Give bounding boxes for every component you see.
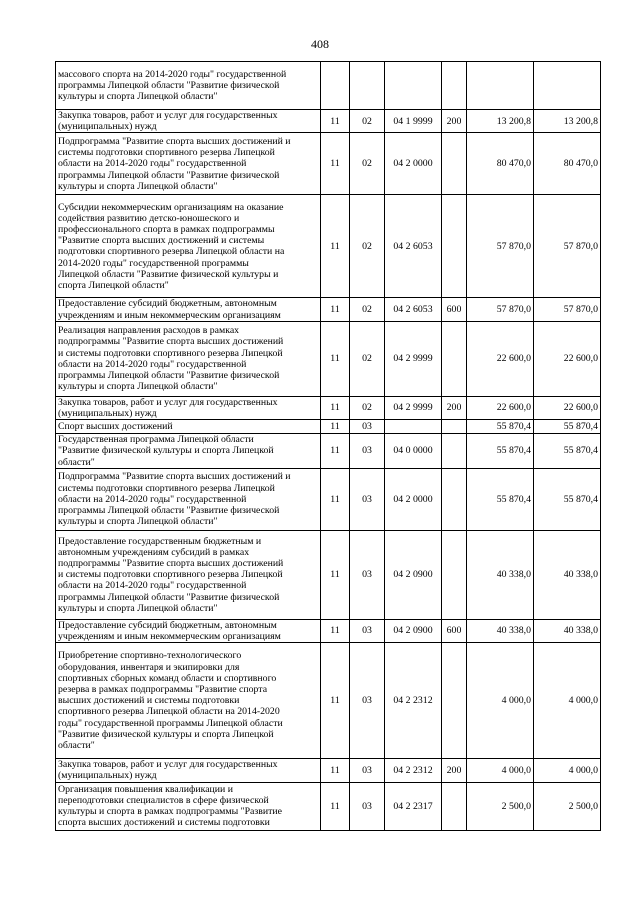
- table-row: [56, 420, 601, 434]
- subsection-code-cell: 03: [350, 434, 385, 469]
- table-row: [56, 434, 601, 469]
- expense-name-cell: Государственная программа Липецкой области "Развитие физической культуры и спорта Липецкой области": [56, 434, 321, 469]
- expense-type-cell: [442, 133, 467, 195]
- expense-name-cell: Предоставление субсидий бюджетным, автономным учреждениям и иным некоммерческим организациям: [56, 619, 321, 642]
- amount-cell: [467, 62, 534, 110]
- amount-cell: 13 200,8: [467, 110, 534, 133]
- subsection-code-cell: 02: [350, 396, 385, 419]
- target-article-cell: 04 2 0900: [385, 619, 442, 642]
- target-article-cell: 04 2 2312: [385, 759, 442, 782]
- expense-name-cell: Подпрограмма "Развитие спорта высших достижений и системы подготовки спортивного резерва Липецкой области на 2014-2020 годы" государственной программы Липецкой области "Развитие физической культуры и спорта Липецкой области": [56, 133, 321, 195]
- target-article-cell: 04 2 9999: [385, 396, 442, 419]
- amount-cell: 57 870,0: [467, 298, 534, 321]
- amount-cell: 22 600,0: [534, 321, 601, 396]
- expense-type-cell: [442, 195, 467, 298]
- expense-type-cell: 200: [442, 759, 467, 782]
- amount-cell: 55 870,4: [467, 434, 534, 469]
- table-row: [56, 133, 601, 195]
- target-article-cell: [385, 420, 442, 434]
- section-code-cell: 11: [321, 468, 350, 530]
- table-row: [56, 321, 601, 396]
- table-row: [56, 468, 601, 530]
- expense-type-cell: 200: [442, 110, 467, 133]
- expense-type-cell: [442, 782, 467, 830]
- amount-cell: 4 000,0: [534, 643, 601, 759]
- expense-name-cell: массового спорта на 2014-2020 годы" государственной программы Липецкой области "Развитие физической культуры и спорта Липецкой области": [56, 62, 321, 110]
- amount-cell: 2 500,0: [534, 782, 601, 830]
- amount-cell: 4 000,0: [534, 759, 601, 782]
- expense-type-cell: [442, 643, 467, 759]
- section-code-cell: 11: [321, 434, 350, 469]
- amount-cell: 80 470,0: [534, 133, 601, 195]
- amount-cell: 80 470,0: [467, 133, 534, 195]
- amount-cell: 55 870,4: [467, 420, 534, 434]
- table-row: [56, 619, 601, 642]
- amount-cell: 22 600,0: [534, 396, 601, 419]
- target-article-cell: 04 2 0000: [385, 468, 442, 530]
- expense-name-cell: Приобретение спортивно-технологического оборудования, инвентаря и экипировки для спортивных сборных команд области и спортивного резерва в рамках подпрограммы "Развитие спорта высших достижений и системы подготовки спортивного резерва Липецкой области на 2014-2020 годы" государственной программы Липецкой области "Развитие физической культуры и спорта Липецкой области": [56, 643, 321, 759]
- section-code-cell: 11: [321, 759, 350, 782]
- table-row: [56, 195, 601, 298]
- expense-type-cell: [442, 62, 467, 110]
- target-article-cell: 04 2 6053: [385, 298, 442, 321]
- section-code-cell: 11: [321, 420, 350, 434]
- expense-name-cell: Организация повышения квалификации и переподготовки специалистов в сфере физической культуры и спорта в рамках подпрограммы "Развитие спорта высших достижений и системы подготовки: [56, 782, 321, 830]
- section-code-cell: 11: [321, 619, 350, 642]
- table-row: [56, 110, 601, 133]
- amount-cell: [534, 62, 601, 110]
- section-code-cell: 11: [321, 643, 350, 759]
- expense-type-cell: [442, 420, 467, 434]
- expense-type-cell: [442, 321, 467, 396]
- subsection-code-cell: 02: [350, 133, 385, 195]
- target-article-cell: 04 2 2317: [385, 782, 442, 830]
- amount-cell: 55 870,4: [534, 468, 601, 530]
- amount-cell: 2 500,0: [467, 782, 534, 830]
- amount-cell: 40 338,0: [467, 619, 534, 642]
- subsection-code-cell: 03: [350, 619, 385, 642]
- subsection-code-cell: 02: [350, 110, 385, 133]
- target-article-cell: 04 0 0000: [385, 434, 442, 469]
- target-article-cell: 04 2 9999: [385, 321, 442, 396]
- amount-cell: 13 200,8: [534, 110, 601, 133]
- amount-cell: 55 870,4: [534, 434, 601, 469]
- amount-cell: 57 870,0: [534, 298, 601, 321]
- section-code-cell: [321, 62, 350, 110]
- amount-cell: 40 338,0: [534, 619, 601, 642]
- amount-cell: 40 338,0: [467, 530, 534, 619]
- subsection-code-cell: 03: [350, 759, 385, 782]
- amount-cell: 22 600,0: [467, 321, 534, 396]
- target-article-cell: 04 2 2312: [385, 643, 442, 759]
- expense-name-cell: Субсидии некоммерческим организациям на оказание содействия развитию детско-юношеского и профессионального спорта в рамках подпрограммы "Развитие спорта высших достижений и системы подготовки спортивного резерва Липецкой области на 2014-2020 годы" государственной программы Липецкой области "Развитие физической культуры и спорта Липецкой области": [56, 195, 321, 298]
- subsection-code-cell: 03: [350, 468, 385, 530]
- table-row: [56, 62, 601, 110]
- section-code-cell: 11: [321, 782, 350, 830]
- section-code-cell: 11: [321, 396, 350, 419]
- expense-type-cell: 600: [442, 298, 467, 321]
- table-row: [56, 530, 601, 619]
- amount-cell: 55 870,4: [467, 468, 534, 530]
- amount-cell: 40 338,0: [534, 530, 601, 619]
- table-row: [56, 298, 601, 321]
- expense-name-cell: Подпрограмма "Развитие спорта высших достижений и системы подготовки спортивного резерва Липецкой области на 2014-2020 годы" государственной программы Липецкой области "Развитие физической культуры и спорта Липецкой области": [56, 468, 321, 530]
- target-article-cell: 04 1 9999: [385, 110, 442, 133]
- amount-cell: 22 600,0: [467, 396, 534, 419]
- table-row: [56, 759, 601, 782]
- expense-name-cell: Реализация направления расходов в рамках подпрограммы "Развитие спорта высших достижений и системы подготовки спортивного резерва Липецкой области на 2014-2020 годы" государственной программы Липецкой области "Развитие физической культуры и спорта Липецкой области": [56, 321, 321, 396]
- budget-table: [55, 61, 601, 831]
- expense-type-cell: [442, 468, 467, 530]
- expense-name-cell: Закупка товаров, работ и услуг для государственных (муниципальных) нужд: [56, 396, 321, 419]
- table-row: [56, 782, 601, 830]
- subsection-code-cell: 03: [350, 643, 385, 759]
- section-code-cell: 11: [321, 530, 350, 619]
- section-code-cell: 11: [321, 110, 350, 133]
- section-code-cell: 11: [321, 298, 350, 321]
- expense-name-cell: Предоставление государственным бюджетным и автономным учреждениям субсидий в рамках подпрограммы "Развитие спорта высших достижений и системы подготовки спортивного резерва Липецкой области на 2014-2020 годы" государственной программы Липецкой области "Развитие физической культуры и спорта Липецкой области": [56, 530, 321, 619]
- amount-cell: 4 000,0: [467, 759, 534, 782]
- target-article-cell: 04 2 0000: [385, 133, 442, 195]
- table-body: [56, 62, 601, 831]
- target-article-cell: 04 2 6053: [385, 195, 442, 298]
- amount-cell: 57 870,0: [467, 195, 534, 298]
- subsection-code-cell: 03: [350, 420, 385, 434]
- amount-cell: 57 870,0: [534, 195, 601, 298]
- expense-type-cell: 200: [442, 396, 467, 419]
- page-number: 408: [311, 37, 329, 51]
- subsection-code-cell: 03: [350, 530, 385, 619]
- section-code-cell: 11: [321, 321, 350, 396]
- subsection-code-cell: [350, 62, 385, 110]
- expense-name-cell: Закупка товаров, работ и услуг для государственных (муниципальных) нужд: [56, 110, 321, 133]
- subsection-code-cell: 02: [350, 195, 385, 298]
- expense-name-cell: Предоставление субсидий бюджетным, автономным учреждениям и иным некоммерческим организациям: [56, 298, 321, 321]
- amount-cell: 55 870,4: [534, 420, 601, 434]
- table-row: [56, 643, 601, 759]
- subsection-code-cell: 02: [350, 321, 385, 396]
- table-row: [56, 396, 601, 419]
- section-code-cell: 11: [321, 133, 350, 195]
- expense-name-cell: Спорт высших достижений: [56, 420, 321, 434]
- expense-type-cell: 600: [442, 619, 467, 642]
- expense-type-cell: [442, 530, 467, 619]
- target-article-cell: [385, 62, 442, 110]
- section-code-cell: 11: [321, 195, 350, 298]
- expense-name-cell: Закупка товаров, работ и услуг для государственных (муниципальных) нужд: [56, 759, 321, 782]
- amount-cell: 4 000,0: [467, 643, 534, 759]
- subsection-code-cell: 02: [350, 298, 385, 321]
- subsection-code-cell: 03: [350, 782, 385, 830]
- target-article-cell: 04 2 0900: [385, 530, 442, 619]
- expense-type-cell: [442, 434, 467, 469]
